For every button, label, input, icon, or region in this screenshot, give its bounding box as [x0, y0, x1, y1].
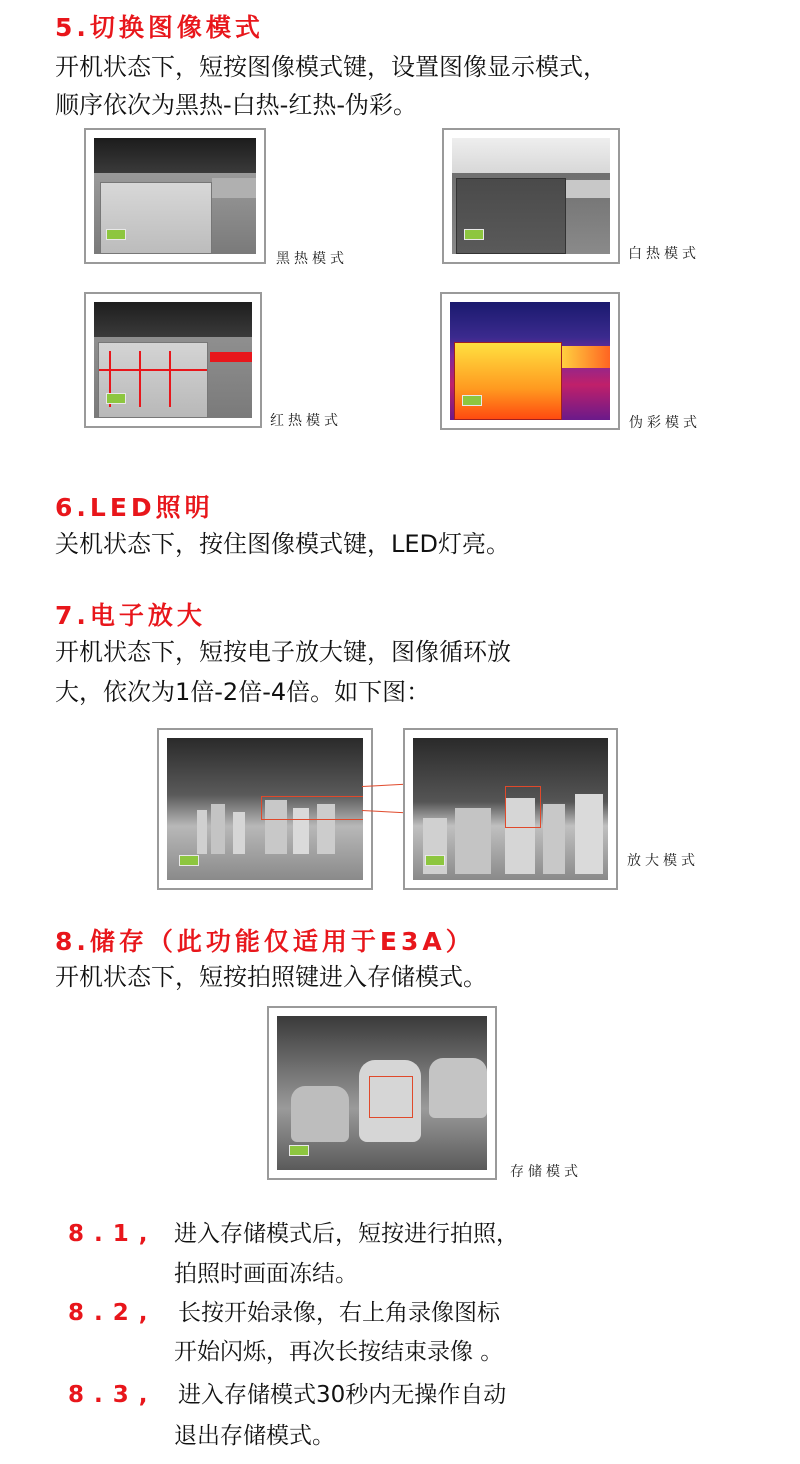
section-8-title: 8.储存（此功能仅适用于E3A）: [55, 927, 475, 956]
section-6-line-1: 关机状态下，按住图像模式键，LED灯亮。: [55, 530, 511, 558]
item-8-1-number: 8.1,: [68, 1221, 158, 1247]
caption-zoom: 放大模式: [627, 853, 699, 869]
section-7-line-1: 开机状态下，短按电子放大键，图像循环放: [55, 638, 511, 666]
item-8-3-line-1: 进入存储模式30秒内无操作自动: [178, 1382, 507, 1408]
item-8-1-line-2: 拍照时画面冻结。: [174, 1261, 358, 1287]
section-5-line-2: 顺序依次为黑热-白热-红热-伪彩。: [55, 91, 417, 119]
caption-red-hot: 红热模式: [270, 413, 342, 429]
section-7-title: 7.电子放大: [55, 601, 206, 630]
item-8-2-number: 8.2,: [68, 1300, 158, 1326]
zoom-2x-image: [403, 728, 618, 890]
white-hot-image: [442, 128, 620, 264]
item-8-2-line-1: 长按开始录像，右上角录像图标: [178, 1300, 500, 1326]
caption-storage: 存储模式: [510, 1164, 582, 1180]
section-7-line-2: 大，依次为1倍-2倍-4倍。如下图：: [55, 678, 431, 706]
section-6-title: 6.LED照明: [55, 493, 214, 522]
pseudo-color-image: [440, 292, 620, 430]
storage-mode-image: [267, 1006, 497, 1180]
section-5-title: 5.切换图像模式: [55, 13, 264, 42]
item-8-2-line-2: 开始闪烁，再次长按结束录像 。: [174, 1339, 504, 1365]
item-8-3-line-2: 退出存储模式。: [174, 1423, 335, 1449]
caption-pseudo-color: 伪彩模式: [629, 415, 701, 431]
red-hot-image: [84, 292, 262, 428]
caption-white-hot: 白热模式: [628, 246, 700, 262]
item-8-3-number: 8.3,: [68, 1382, 158, 1408]
caption-black-hot: 黑热模式: [276, 251, 348, 267]
black-hot-image: [84, 128, 266, 264]
item-8-1-line-1: 进入存储模式后，短按进行拍照，: [174, 1221, 519, 1247]
section-5-line-1: 开机状态下，短按图像模式键，设置图像显示模式，: [55, 53, 607, 81]
section-8-line-1: 开机状态下，短按拍照键进入存储模式。: [55, 963, 487, 991]
zoom-1x-image: [157, 728, 373, 890]
